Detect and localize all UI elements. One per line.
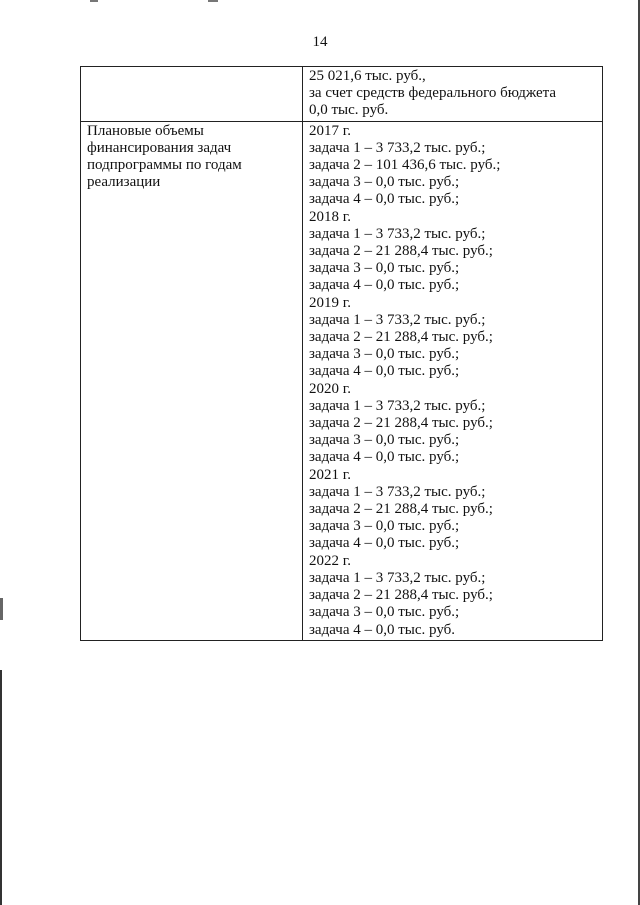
task-amount-line: задача 1 – 3 733,2 тыс. руб.; bbox=[309, 139, 486, 156]
task-amount-line: задача 4 – 0,0 тыс. руб.; bbox=[309, 191, 460, 208]
task-amount-line: задача 3 – 0,0 тыс. руб.; bbox=[309, 260, 460, 277]
budget-federal-line: 0,0 тыс. руб. bbox=[309, 102, 389, 119]
task-amount-line: задача 4 – 0,0 тыс. руб.; bbox=[309, 277, 460, 294]
scan-edge-mark bbox=[90, 0, 98, 2]
row2-left-cell bbox=[81, 121, 303, 640]
task-amount-line: задача 3 – 0,0 тыс. руб.; bbox=[309, 604, 460, 621]
task-amount-line: задача 2 – 21 288,4 тыс. руб.; bbox=[309, 587, 493, 604]
task-amount-line: задача 2 – 101 436,6 тыс. руб.; bbox=[309, 157, 501, 174]
year-heading: 2018 г. bbox=[309, 208, 351, 225]
row1-right-cell bbox=[303, 67, 603, 122]
task-amount-line: задача 1 – 3 733,2 тыс. руб.; bbox=[309, 225, 486, 242]
task-amount-line: задача 4 – 0,0 тыс. руб.; bbox=[309, 363, 460, 380]
scan-edge-mark bbox=[208, 0, 218, 2]
task-amount-line: задача 3 – 0,0 тыс. руб.; bbox=[309, 346, 460, 363]
budget-source-line: за счет средств федерального бюджета bbox=[309, 85, 557, 102]
task-amount-line: задача 2 – 21 288,4 тыс. руб.; bbox=[309, 243, 493, 260]
year-heading: 2021 г. bbox=[309, 466, 351, 483]
page-number: 14 bbox=[312, 34, 328, 50]
year-heading: 2020 г. bbox=[309, 380, 351, 397]
row-label-line: финансирования задач bbox=[87, 139, 232, 156]
row-label-line: Плановые объемы bbox=[87, 122, 204, 139]
year-heading: 2022 г. bbox=[309, 552, 351, 569]
budget-total-line: 25 021,6 тыс. руб., bbox=[309, 68, 426, 84]
task-amount-line: задача 1 – 3 733,2 тыс. руб.; bbox=[309, 311, 486, 328]
task-amount-line: задача 4 – 0,0 тыс. руб.; bbox=[309, 449, 460, 466]
table-row bbox=[81, 67, 603, 122]
row-label-line: реализации bbox=[87, 174, 161, 191]
year-heading: 2017 г. bbox=[309, 122, 351, 139]
task-amount-line: задача 1 – 3 733,2 тыс. руб.; bbox=[309, 569, 486, 586]
row-label-line: подпрограммы по годам bbox=[87, 157, 242, 174]
task-amount-line: задача 3 – 0,0 тыс. руб.; bbox=[309, 518, 460, 535]
scan-edge-mark bbox=[0, 670, 2, 905]
table-row bbox=[81, 121, 603, 640]
task-amount-line: задача 4 – 0,0 тыс. руб.; bbox=[309, 535, 460, 552]
row2-right-cell bbox=[303, 121, 603, 640]
task-amount-line: задача 3 – 0,0 тыс. руб.; bbox=[309, 432, 460, 449]
task-amount-line: задача 3 – 0,0 тыс. руб.; bbox=[309, 174, 460, 191]
scan-edge-mark bbox=[0, 598, 3, 620]
task-amount-line: задача 2 – 21 288,4 тыс. руб.; bbox=[309, 501, 493, 518]
task-amount-line: задача 1 – 3 733,2 тыс. руб.; bbox=[309, 397, 486, 414]
row1-left-cell bbox=[81, 67, 303, 122]
year-heading: 2019 г. bbox=[309, 294, 351, 311]
task-amount-line: задача 1 – 3 733,2 тыс. руб.; bbox=[309, 483, 486, 500]
financing-table bbox=[80, 66, 603, 641]
task-amount-line: задача 4 – 0,0 тыс. руб. bbox=[309, 621, 456, 638]
task-amount-line: задача 2 – 21 288,4 тыс. руб.; bbox=[309, 415, 493, 432]
task-amount-line: задача 2 – 21 288,4 тыс. руб.; bbox=[309, 329, 493, 346]
